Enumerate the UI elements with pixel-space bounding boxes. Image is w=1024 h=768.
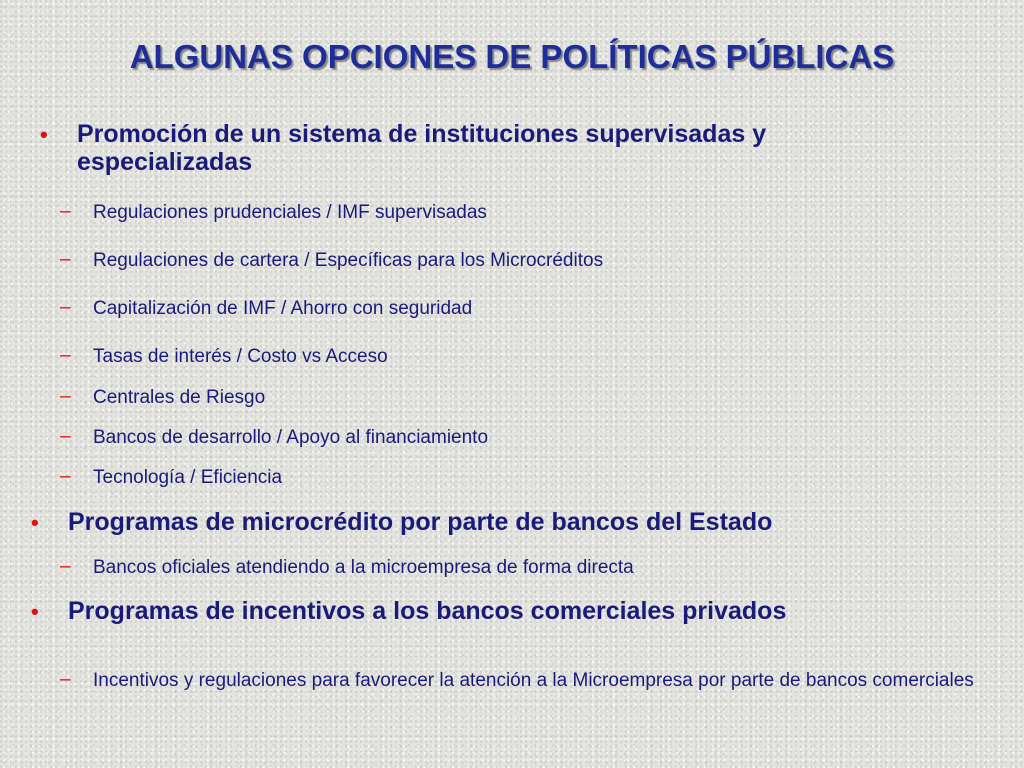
list-item: Incentivos y regulaciones para favorecer la atención a la Microempresa por parte de bancos comerciales bbox=[93, 670, 974, 691]
bullet-icon: • bbox=[40, 122, 48, 147]
section-heading-1: Promoción de un sistema de instituciones supervisadas y especializadas bbox=[77, 120, 767, 176]
bullet-icon: • bbox=[31, 510, 39, 535]
list-item: Centrales de Riesgo bbox=[93, 387, 266, 408]
dash-icon: – bbox=[60, 426, 71, 447]
list-item: Capitalización de IMF / Ahorro con seguridad bbox=[93, 298, 473, 319]
list-item: Bancos de desarrollo / Apoyo al financiamiento bbox=[93, 427, 489, 448]
list-item: Bancos oficiales atendiendo a la microempresa de forma directa bbox=[93, 557, 634, 578]
dash-icon: – bbox=[60, 386, 71, 407]
bullet-icon: • bbox=[31, 599, 39, 624]
list-item: Tecnología / Eficiencia bbox=[93, 467, 283, 488]
dash-icon: – bbox=[60, 345, 71, 366]
list-item: Regulaciones prudenciales / IMF supervisadas bbox=[93, 202, 487, 223]
dash-icon: – bbox=[60, 249, 71, 270]
list-item: Tasas de interés / Costo vs Acceso bbox=[93, 346, 388, 367]
section-heading-2: Programas de microcrédito por parte de bancos del Estado bbox=[68, 508, 773, 536]
dash-icon: – bbox=[60, 201, 71, 222]
dash-icon: – bbox=[60, 466, 71, 487]
list-item: Regulaciones de cartera / Específicas para los Microcréditos bbox=[93, 250, 604, 271]
slide-title: ALGUNAS OPCIONES DE POLÍTICAS PÚBLICAS bbox=[129, 38, 895, 75]
section-heading-3: Programas de incentivos a los bancos comerciales privados bbox=[68, 597, 787, 625]
dash-icon: – bbox=[60, 556, 71, 577]
dash-icon: – bbox=[60, 297, 71, 318]
dash-icon: – bbox=[60, 669, 71, 690]
